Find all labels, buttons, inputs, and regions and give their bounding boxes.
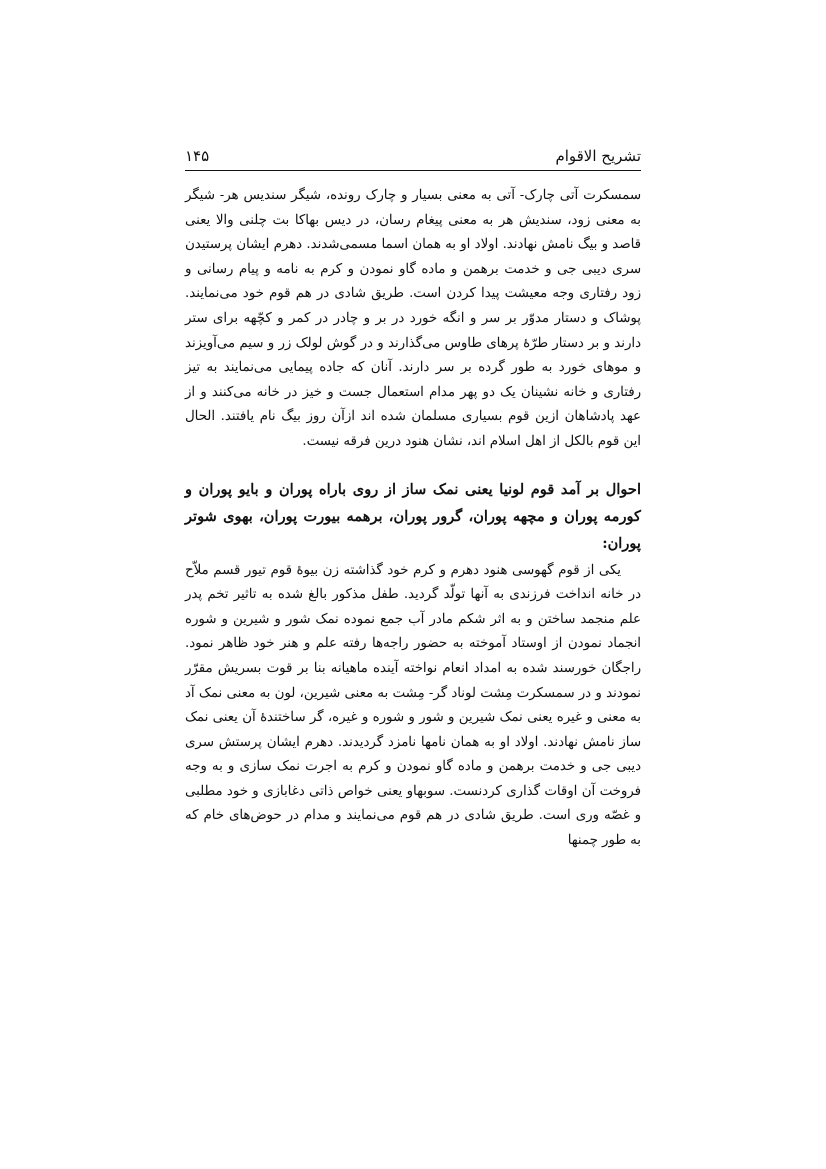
running-title: تشریح الاقوام: [555, 147, 641, 165]
header-rule: [185, 170, 641, 171]
running-head: [185, 142, 641, 170]
book-page: [185, 142, 641, 854]
section-heading: احوال بر آمد قوم لونیا یعنی نمک ساز از روی باراه پوران و بایو پوران و کورمه پوران و مچهه پوران، گرور پوران، برهمه بیورت پوران، بهوی شوتر پوران:: [185, 480, 641, 552]
page-number: ۱۴۵: [185, 147, 210, 165]
paragraph-2: یکی از قوم گهوسی هنود دهرم و کرم خود گذاشته زن بیوهٔ قوم تیور قسم ملاّح در خانه انداخت فرزندی به آنها تولّد گردید. طفل مذکور بالغ شده به تاثیر تخم پدر علم منجمد ساختن و به اثر شکم مادر آب جمع نموده نمک شور و شیرین و شوره انجماد نمودن از اوستاد آموخته به حضور راجه‌ها رفته علم و هنر خود ظاهر نمود. راجگان خورسند شده به امداد انعام نواخته آینده ماهیانه بنا بر قوت بسریش مقرّر نمودند و در سمسکرت مِشت لوناد گر- مِشت به معنی شیرین، لون به معنی نمک آد به معنی و غیره یعنی نمک شیرین و شور و شوره و غیره، گر ساختندهٔ آن یعنی نمک ساز نامش نهادند. اولاد او به همان نامها نامزد گردیدند. دهرم ایشان پرستش سری دیبی جی و خدمت برهمن و ماده گاو نمودن و کرم به اجرت نمک سازی و به وجه فروخت آن اوقات گذاری کردنست. سوبهاو یعنی خواص ذاتی دغابازی و خود مطلبی و غصّه وری است. طریق شادی در هم قوم می‌نمایند و مدام در حوض‌های خام که به طور چمنها: [185, 562, 641, 849]
paragraph-1: سمسکرت آتی چارک- آتی به معنی بسیار و چارک رونده، شیگر سندیس هر- شیگر به معنی زود، سندیش هر به معنی پیغام رسان، در دیس بهاکا بت چلنی والا یعنی قاصد و بیگ نامش نهادند. اولاد او به همان اسما مسمی‌شدند. دهرم ایشان پرستیدن سری دیبی جی و خدمت برهمن و ماده گاو نمودن و کرم به نامه و پیام رسانی و زود رفتاری وجه معیشت پیدا کردن است. طریق شادی در هم قوم خود می‌نمایند. پوشاک و دستار مدوّر بر سر و انگه خورد در بر و چادر در کمر و کچّهه برای ستر دارند و بر دستار طرّهٔ پرهای طاوس می‌گذارند و در گوش لولک زر و سیم می‌آویزند و موهای خورد به طور گرده بر سر دارند. آنان که جاده پیمایی می‌نمایند به تیز رفتاری و خانه نشینان یک دو پهر مدام استعمال جست و خیز در خانه می‌کنند و از عهد پادشاهان ازین قوم بسیاری مسلمان شده اند ازآن روز بیگ نام یافتند. الحال این قوم بالکل از اهل اسلام اند، نشان هنود درین فرقه نیست.: [185, 188, 641, 449]
